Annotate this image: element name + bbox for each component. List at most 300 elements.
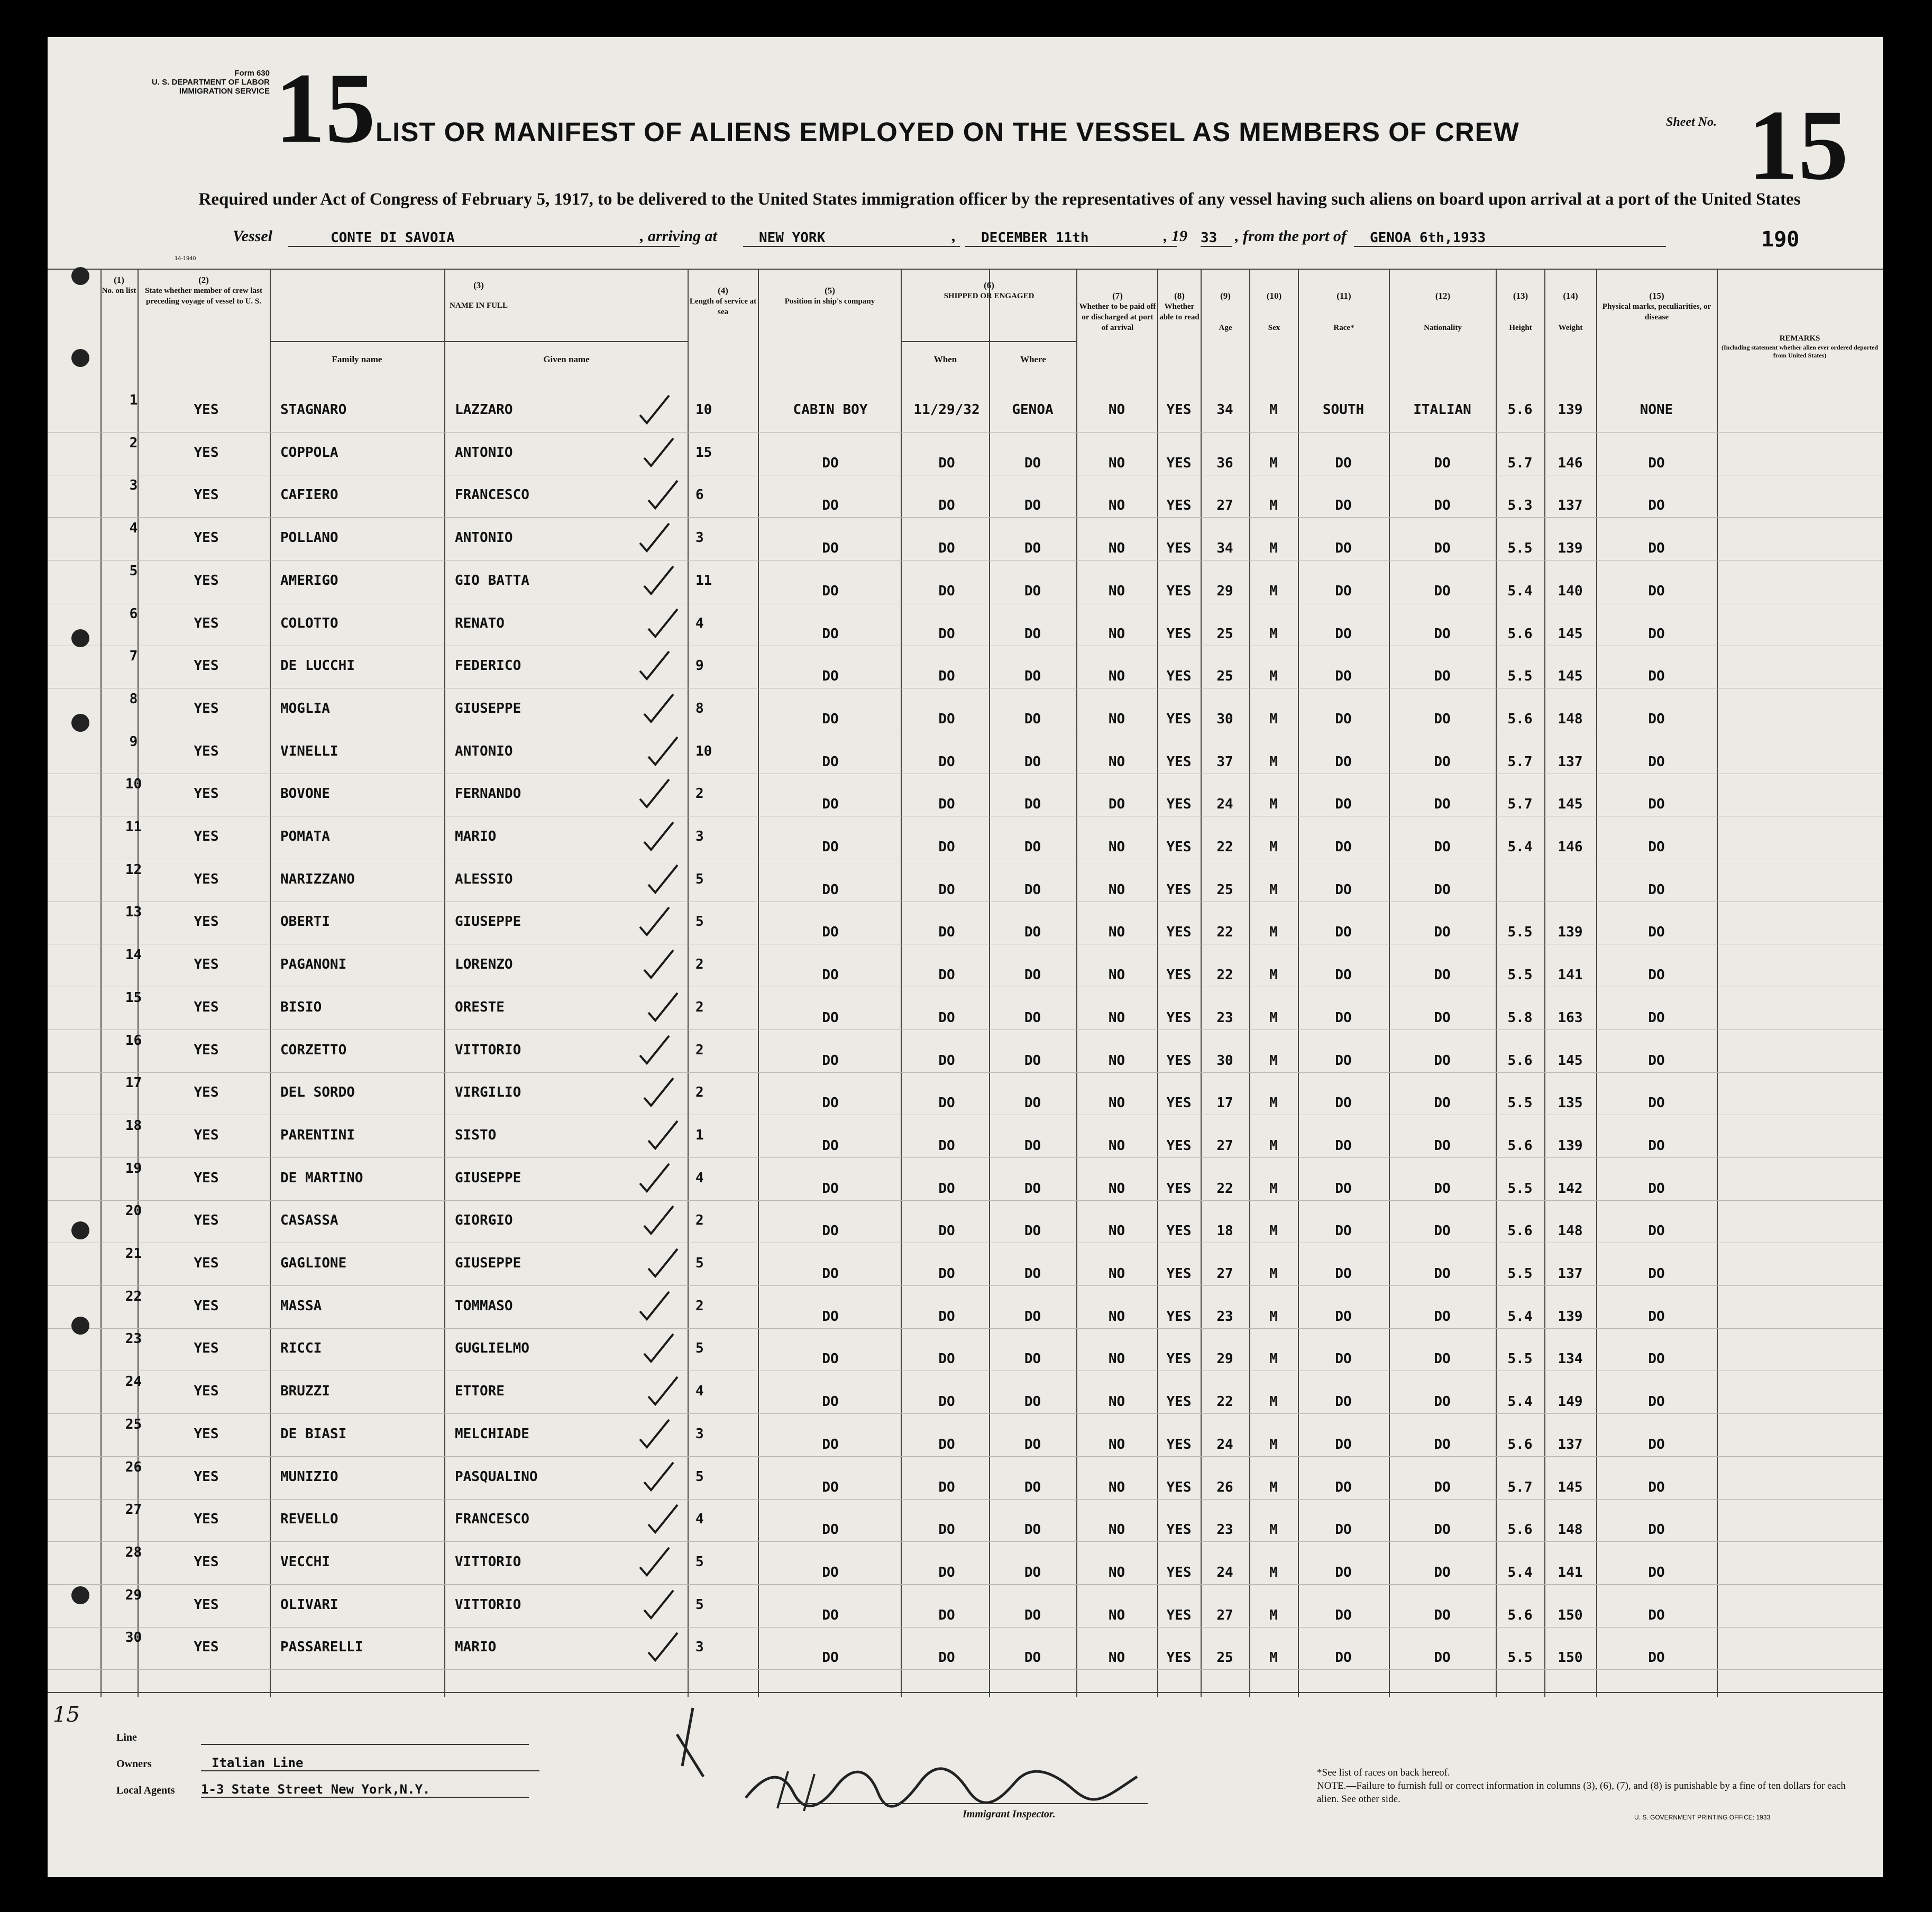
cell-read: YES: [1166, 839, 1192, 855]
cell-prev: YES: [194, 1212, 219, 1229]
cell-marks: DO: [1648, 839, 1665, 855]
cell-paid-off: DO: [1108, 796, 1125, 813]
cell-race: DO: [1335, 583, 1352, 599]
cell-where: DO: [1024, 1436, 1041, 1453]
cell-race: DO: [1335, 1479, 1352, 1495]
cell-service: 5: [695, 871, 704, 887]
cell-when: DO: [938, 796, 955, 813]
cell-read: YES: [1166, 1266, 1192, 1282]
cell-given: ANTONIO: [455, 530, 513, 546]
cell-nationality: DO: [1434, 583, 1451, 599]
cell-family: MUNIZIO: [280, 1468, 338, 1485]
cell-marks: DO: [1648, 626, 1665, 642]
cell-family: PAGANONI: [280, 957, 347, 973]
cell-weight: 139: [1558, 1137, 1583, 1154]
cell-service: 8: [695, 700, 704, 716]
column-rule: [270, 270, 271, 1697]
cell-paid-off: NO: [1108, 1607, 1125, 1623]
cell-given: GIORGIO: [455, 1212, 513, 1229]
cell-marks: DO: [1648, 1180, 1665, 1197]
cell-service: 5: [695, 1255, 704, 1271]
cell-where: DO: [1024, 924, 1041, 941]
cell-prev: YES: [194, 914, 219, 930]
cell-no: 28: [125, 1544, 142, 1560]
cell-no: 8: [129, 691, 138, 707]
cell-service: 2: [695, 999, 704, 1015]
cell-read: YES: [1166, 1308, 1192, 1325]
sheet-number: 15: [1748, 90, 1848, 201]
cell-race: DO: [1335, 1266, 1352, 1282]
cell-age: 24: [1216, 1436, 1233, 1453]
cell-no: 22: [125, 1288, 142, 1304]
cell-height: 5.5: [1507, 1266, 1533, 1282]
cell-family: MASSA: [280, 1298, 322, 1314]
cell-given: LAZZARO: [455, 402, 513, 418]
departure-port: GENOA 6th,1933: [1354, 230, 1666, 247]
cell-prev: YES: [194, 572, 219, 589]
check-mark: [642, 1586, 679, 1623]
cell-given: GIUSEPPE: [455, 700, 521, 716]
cell-sex: M: [1269, 583, 1278, 599]
cell-given: ETTORE: [455, 1383, 505, 1400]
cell-given: FEDERICO: [455, 658, 521, 674]
header-race: (11) Race*: [1333, 291, 1354, 332]
cell-sex: M: [1269, 1522, 1278, 1538]
cell-no: 7: [129, 648, 138, 665]
cell-service: 11: [695, 572, 712, 589]
header-age: (9) Age: [1219, 291, 1232, 332]
cell-family: OLIVARI: [280, 1596, 338, 1613]
cell-read: YES: [1166, 455, 1192, 471]
cell-where: DO: [1024, 1052, 1041, 1069]
cell-sex: M: [1269, 796, 1278, 813]
cell-where: DO: [1024, 1009, 1041, 1026]
cell-marks: DO: [1648, 1351, 1665, 1367]
cell-where: DO: [1024, 967, 1041, 983]
cell-given: RENATO: [455, 615, 505, 631]
cell-no: 17: [125, 1075, 142, 1091]
cell-given: MARIO: [455, 1639, 497, 1656]
cell-read: YES: [1166, 1522, 1192, 1538]
binder-hole: [71, 1586, 89, 1604]
header-physical-marks: (15) Physical marks, peculiarities, or disease: [1602, 291, 1711, 321]
cell-family: POLLANO: [280, 530, 338, 546]
form-department-block: [122, 69, 270, 96]
cell-height: 5.7: [1507, 455, 1533, 471]
cell-paid-off: NO: [1108, 402, 1125, 418]
cell-read: YES: [1166, 1650, 1192, 1666]
arrival-year: 33: [1201, 230, 1232, 247]
cell-race: DO: [1335, 796, 1352, 813]
cell-age: 25: [1216, 626, 1233, 642]
cell-weight: 145: [1558, 668, 1583, 685]
cell-sex: M: [1269, 1564, 1278, 1580]
cell-read: YES: [1166, 1009, 1192, 1026]
cell-height: [1496, 879, 1544, 900]
cell-no: 4: [129, 520, 138, 537]
cell-paid-off: NO: [1108, 1394, 1125, 1410]
binder-hole: [71, 349, 89, 367]
cell-position: DO: [822, 626, 839, 642]
cell-read: YES: [1166, 924, 1192, 941]
cell-where: DO: [1024, 1137, 1041, 1154]
cell-sex: M: [1269, 1351, 1278, 1367]
cell-prev: YES: [194, 1468, 219, 1485]
cell-marks: DO: [1648, 1650, 1665, 1666]
cell-race: DO: [1335, 455, 1352, 471]
cell-marks: DO: [1648, 1308, 1665, 1325]
check-mark: [646, 476, 683, 513]
cell-no: 19: [125, 1160, 142, 1176]
cell-given: ORESTE: [455, 999, 505, 1015]
cell-when: DO: [938, 1607, 955, 1623]
cell-sex: M: [1269, 540, 1278, 557]
cell-race: SOUTH: [1322, 402, 1365, 418]
cell-weight: 150: [1558, 1607, 1583, 1623]
cell-where: DO: [1024, 668, 1041, 685]
cell-weight: 141: [1558, 967, 1583, 983]
header-family-name: Family name: [332, 354, 382, 364]
cell-nationality: DO: [1434, 668, 1451, 685]
cell-when: DO: [938, 1436, 955, 1453]
cell-paid-off: NO: [1108, 711, 1125, 727]
cell-sex: M: [1269, 1223, 1278, 1239]
cell-height: 5.6: [1507, 1607, 1533, 1623]
cell-position: DO: [822, 668, 839, 685]
cell-where: DO: [1024, 583, 1041, 599]
cell-prev: YES: [194, 999, 219, 1015]
cell-family: VINELLI: [280, 743, 338, 759]
cell-age: 24: [1216, 796, 1233, 813]
cell-when: DO: [938, 1266, 955, 1282]
cell-where: DO: [1024, 881, 1041, 898]
cell-age: 22: [1216, 924, 1233, 941]
sheet-label: Sheet No.: [1666, 115, 1717, 129]
cell-nationality: DO: [1434, 1137, 1451, 1154]
cell-where: DO: [1024, 626, 1041, 642]
cell-no: 14: [125, 947, 142, 963]
column-rule: [1717, 270, 1718, 1697]
cell-nationality: DO: [1434, 753, 1451, 770]
cell-height: 5.6: [1507, 1052, 1533, 1069]
cell-age: 25: [1216, 881, 1233, 898]
cell-height: 5.6: [1507, 402, 1533, 418]
cell-height: 5.4: [1507, 1308, 1533, 1325]
cell-nationality: DO: [1434, 1436, 1451, 1453]
cell-given: GIUSEPPE: [455, 1170, 521, 1186]
cell-paid-off: NO: [1108, 583, 1125, 599]
cell-nationality: DO: [1434, 1522, 1451, 1538]
cell-race: DO: [1335, 1095, 1352, 1111]
cell-prev: YES: [194, 1554, 219, 1570]
cell-read: YES: [1166, 1607, 1192, 1623]
cell-age: 22: [1216, 967, 1233, 983]
cell-height: 5.5: [1507, 1180, 1533, 1197]
cell-when: DO: [938, 1180, 955, 1197]
cell-sex: M: [1269, 753, 1278, 770]
cell-where: DO: [1024, 1394, 1041, 1410]
race-note: *See list of races on back hereof.: [1317, 1767, 1450, 1778]
cell-nationality: DO: [1434, 1564, 1451, 1580]
check-mark: [642, 1202, 679, 1239]
cell-height: 5.5: [1507, 1095, 1533, 1111]
binder-hole: [71, 714, 89, 732]
cell-where: DO: [1024, 455, 1041, 471]
line-label: Line: [116, 1732, 137, 1743]
cell-when: DO: [938, 668, 955, 685]
header-name-in-full: (3) NAME IN FULL: [449, 280, 508, 310]
cell-sex: M: [1269, 1052, 1278, 1069]
cell-height: 5.6: [1507, 1223, 1533, 1239]
cell-prev: YES: [194, 530, 219, 546]
cell-family: POMATA: [280, 829, 330, 844]
cell-sex: M: [1269, 1266, 1278, 1282]
arriving-label: , arriving at: [640, 227, 717, 245]
cell-prev: YES: [194, 444, 219, 461]
cell-paid-off: NO: [1108, 967, 1125, 983]
cell-race: DO: [1335, 1223, 1352, 1239]
column-rule: [688, 270, 689, 1697]
cell-no: 26: [125, 1459, 142, 1475]
cell-given: GIUSEPPE: [455, 1255, 521, 1271]
form-subtitle: Required under Act of Congress of February 5, 1917, to be delivered to the United States immigration officer by the representatives of any vessel having such aliens on board upon arrival at a port of the United States: [198, 190, 1801, 209]
vessel-name: CONTE DI SAVOIA: [288, 230, 680, 247]
cell-sex: M: [1269, 402, 1278, 418]
cell-where: DO: [1024, 1351, 1041, 1367]
cell-race: DO: [1335, 1522, 1352, 1538]
cell-nationality: DO: [1434, 839, 1451, 855]
cell-read: YES: [1166, 1394, 1192, 1410]
cell-paid-off: NO: [1108, 498, 1125, 514]
column-rule: [901, 270, 902, 1697]
cell-given: ANTONIO: [455, 743, 513, 759]
cell-family: DE BIASI: [280, 1426, 347, 1442]
cell-nationality: ITALIAN: [1413, 402, 1471, 418]
cell-nationality: DO: [1434, 924, 1451, 941]
cell-position: CABIN BOY: [793, 402, 868, 418]
header-given-name: Given name: [543, 354, 590, 364]
cell-paid-off: NO: [1108, 1009, 1125, 1026]
cell-no: 11: [125, 819, 142, 835]
cell-nationality: DO: [1434, 1095, 1451, 1111]
cell-service: 5: [695, 1596, 704, 1613]
cell-height: 5.6: [1507, 1436, 1533, 1453]
binder-hole: [71, 1221, 89, 1239]
cell-marks: DO: [1648, 924, 1665, 941]
cell-position: DO: [822, 1266, 839, 1282]
cell-sex: M: [1269, 1650, 1278, 1666]
cell-age: 22: [1216, 839, 1233, 855]
cell-sex: M: [1269, 711, 1278, 727]
cell-given: TOMMASO: [455, 1298, 513, 1314]
cell-race: DO: [1335, 1351, 1352, 1367]
header-position: (5) Position in ship's company: [784, 286, 875, 306]
cell-age: 27: [1216, 1266, 1233, 1282]
cell-marks: DO: [1648, 1607, 1665, 1623]
cell-nationality: DO: [1434, 540, 1451, 557]
cell-marks: DO: [1648, 796, 1665, 813]
cell-no: 25: [125, 1416, 142, 1432]
cell-family: NARIZZANO: [280, 871, 355, 887]
check-mark: [637, 391, 674, 428]
cell-given: FERNANDO: [455, 786, 521, 802]
cell-where: DO: [1024, 1479, 1041, 1495]
cell-marks: DO: [1648, 540, 1665, 557]
cell-sex: M: [1269, 626, 1278, 642]
cell-age: 22: [1216, 1394, 1233, 1410]
cell-given: GIO BATTA: [455, 572, 529, 589]
cell-race: DO: [1335, 626, 1352, 642]
cell-nationality: DO: [1434, 1223, 1451, 1239]
cell-service: 2: [695, 957, 704, 973]
column-rule: [100, 270, 102, 1697]
cell-height: 5.5: [1507, 1650, 1533, 1666]
cell-nationality: DO: [1434, 1308, 1451, 1325]
cell-weight: [1544, 879, 1596, 900]
cell-paid-off: NO: [1108, 1266, 1125, 1282]
cell-family: GAGLIONE: [280, 1255, 347, 1271]
header-shipped-or-engaged: (6) SHIPPED OR ENGAGED: [944, 280, 1034, 300]
cell-no: 16: [125, 1032, 142, 1049]
cell-weight: 145: [1558, 1052, 1583, 1069]
cell-when: DO: [938, 455, 955, 471]
cell-family: BRUZZI: [280, 1383, 330, 1400]
check-mark: [642, 818, 679, 855]
edge-code: 14-1940: [175, 255, 196, 262]
cell-position: DO: [822, 1052, 839, 1069]
cell-prev: YES: [194, 402, 219, 418]
binder-hole: [71, 629, 89, 647]
cell-prev: YES: [194, 615, 219, 631]
cell-sex: M: [1269, 1009, 1278, 1026]
check-mark: [646, 1501, 683, 1538]
cell-paid-off: NO: [1108, 626, 1125, 642]
cell-race: DO: [1335, 839, 1352, 855]
cell-service: 1: [695, 1127, 704, 1143]
cell-no: 3: [129, 477, 138, 494]
cell-position: DO: [822, 1394, 839, 1410]
cell-age: 23: [1216, 1009, 1233, 1026]
cell-service: 3: [695, 1639, 704, 1656]
cell-marks: DO: [1648, 668, 1665, 685]
cell-paid-off: NO: [1108, 1095, 1125, 1111]
check-mark: [637, 775, 674, 812]
cell-weight: 146: [1558, 455, 1583, 471]
cell-race: DO: [1335, 1650, 1352, 1666]
cell-when: DO: [938, 881, 955, 898]
stamp-number: 15: [275, 53, 376, 164]
cell-sex: M: [1269, 924, 1278, 941]
cell-age: 27: [1216, 498, 1233, 514]
cell-no: 15: [125, 989, 142, 1006]
cell-read: YES: [1166, 583, 1192, 599]
cell-service: 5: [695, 1340, 704, 1357]
cell-weight: 150: [1558, 1650, 1583, 1666]
cell-read: YES: [1166, 540, 1192, 557]
binder-hole: [71, 1317, 89, 1335]
cell-marks: DO: [1648, 1479, 1665, 1495]
footnotes: [1317, 1766, 1846, 1806]
cell-height: 5.4: [1507, 1564, 1533, 1580]
cell-service: 5: [695, 1554, 704, 1570]
cell-service: 4: [695, 1170, 704, 1186]
cell-nationality: DO: [1434, 1266, 1451, 1282]
cell-read: YES: [1166, 711, 1192, 727]
cell-height: 5.7: [1507, 753, 1533, 770]
check-mark: [637, 1415, 674, 1453]
check-mark: [637, 519, 674, 556]
cell-age: 37: [1216, 753, 1233, 770]
cell-marks: NONE: [1640, 402, 1673, 418]
cell-nationality: DO: [1434, 881, 1451, 898]
cell-age: 24: [1216, 1564, 1233, 1580]
check-mark: [646, 1629, 683, 1666]
check-mark: [637, 903, 674, 940]
cell-marks: DO: [1648, 967, 1665, 983]
cell-nationality: DO: [1434, 1351, 1451, 1367]
cell-paid-off: NO: [1108, 839, 1125, 855]
cell-prev: YES: [194, 1383, 219, 1400]
form-department: U. S. DEPARTMENT OF LABOR: [151, 78, 270, 87]
cell-marks: DO: [1648, 1266, 1665, 1282]
cell-weight: 145: [1558, 626, 1583, 642]
cell-weight: 148: [1558, 711, 1583, 727]
cell-age: 34: [1216, 402, 1233, 418]
cell-where: DO: [1024, 1223, 1041, 1239]
cell-when: DO: [938, 1223, 955, 1239]
cell-family: MOGLIA: [280, 700, 330, 716]
cell-marks: DO: [1648, 1137, 1665, 1154]
cell-paid-off: NO: [1108, 455, 1125, 471]
cell-read: YES: [1166, 796, 1192, 813]
cell-paid-off: NO: [1108, 540, 1125, 557]
cell-where: DO: [1024, 1650, 1041, 1666]
cell-age: 29: [1216, 583, 1233, 599]
cell-paid-off: NO: [1108, 668, 1125, 685]
cell-nationality: DO: [1434, 1052, 1451, 1069]
cell-age: 27: [1216, 1137, 1233, 1154]
cell-sex: M: [1269, 1607, 1278, 1623]
owners-value: Italian Line: [201, 1755, 539, 1771]
cell-no: 27: [125, 1502, 142, 1518]
cell-weight: 134: [1558, 1351, 1583, 1367]
cell-position: DO: [822, 1223, 839, 1239]
cell-given: PASQUALINO: [455, 1468, 538, 1485]
cell-nationality: DO: [1434, 1607, 1451, 1623]
cell-when: DO: [938, 1137, 955, 1154]
cell-race: DO: [1335, 753, 1352, 770]
cell-race: DO: [1335, 967, 1352, 983]
cell-height: 5.6: [1507, 626, 1533, 642]
agents-value: 1-3 State Street New York,N.Y.: [201, 1782, 529, 1798]
cell-race: DO: [1335, 1180, 1352, 1197]
cell-read: YES: [1166, 1351, 1192, 1367]
cell-no: 1: [129, 392, 138, 408]
cell-race: DO: [1335, 1436, 1352, 1453]
cell-when: DO: [938, 583, 955, 599]
cell-marks: DO: [1648, 1052, 1665, 1069]
cell-read: YES: [1166, 1479, 1192, 1495]
cell-race: DO: [1335, 498, 1352, 514]
cell-position: DO: [822, 1607, 839, 1623]
header-height: (13) Height: [1509, 291, 1532, 332]
check-mark: [637, 1160, 674, 1197]
check-mark: [646, 861, 683, 898]
cell-position: DO: [822, 711, 839, 727]
check-mark: [646, 1373, 683, 1410]
cell-marks: DO: [1648, 1564, 1665, 1580]
cell-position: DO: [822, 1522, 839, 1538]
